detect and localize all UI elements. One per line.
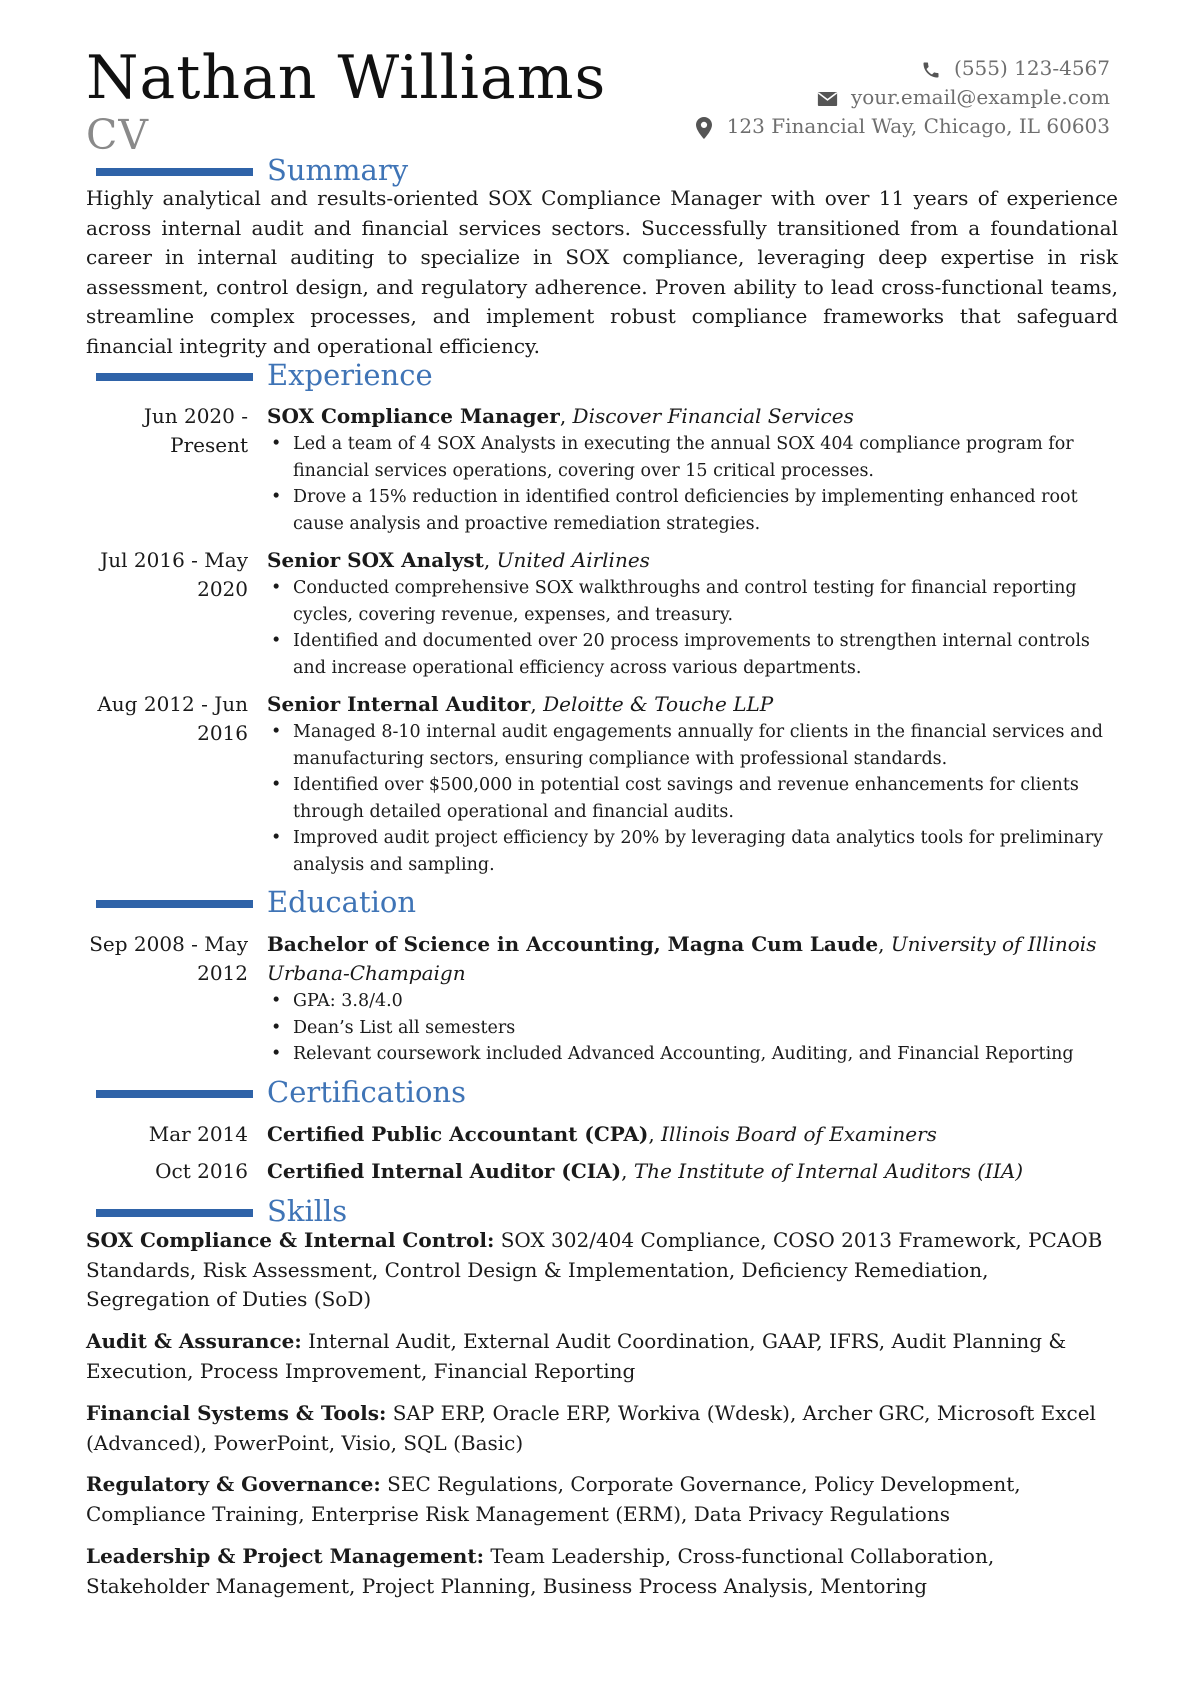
skill-group	[86, 1399, 1118, 1458]
map-marker-icon	[691, 112, 717, 141]
section-rule	[96, 168, 253, 176]
entry-dates: Jul 2016 - May 2020	[100, 548, 248, 601]
list-item: • Relevant coursework included Advanced Accounting, Auditing, and Financial Reporting	[267, 1041, 1121, 1068]
degree: Bachelor of Science in Accounting, Magna Cum Laude	[267, 932, 879, 956]
section-education-heading	[96, 884, 1116, 924]
skill-group	[86, 1542, 1118, 1601]
entry-body	[267, 546, 1121, 681]
skill-label: Leadership & Project Management:	[86, 1544, 484, 1568]
skill-label: SOX Compliance & Internal Control:	[86, 1228, 495, 1252]
school: University of Illinois Urbana-Champaign	[267, 932, 1097, 985]
skill-items: SOX 302/404 Compliance, COSO 2013 Framework, PCAOB Standards, Risk Assessment, Control Design & Implementation, Deficiency Remediation, Segregation of Duties (SoD)	[86, 1228, 1103, 1312]
bullet-list	[267, 575, 1121, 681]
entry-body	[267, 930, 1121, 1068]
entry-heading: Senior Internal Auditor, Deloitte & Touche LLP	[267, 692, 774, 716]
section-rule	[96, 373, 253, 381]
list-item: • Drove a 15% reduction in identified control deficiencies by implementing enhanced root cause analysis and proactive remediation strategies.	[267, 484, 1121, 537]
section-certifications-heading	[96, 1074, 1116, 1114]
entry-dates: Jun 2020 - Present	[143, 404, 248, 457]
cert-name: Certified Public Accountant (CPA)	[267, 1122, 649, 1146]
list-item: • Managed 8-10 internal audit engagements annually for clients in the financial services and manufacturing sectors, ensuring compliance with professional standards.	[267, 719, 1121, 772]
employer: Deloitte & Touche LLP	[543, 692, 774, 716]
skill-items: SAP ERP, Oracle ERP, Workiva (Wdesk), Archer GRC, Microsoft Excel (Advanced), PowerPoint, Visio, SQL (Basic)	[86, 1401, 1096, 1455]
skill-label: Regulatory & Governance:	[86, 1472, 381, 1496]
contact-block	[691, 54, 1110, 141]
job-title: Senior SOX Analyst	[267, 548, 484, 572]
email-link[interactable]: your.email@example.com	[850, 85, 1110, 109]
employer: United Airlines	[496, 548, 650, 572]
section-rule	[96, 1090, 253, 1098]
phone-text[interactable]: (555) 123-4567	[954, 56, 1110, 80]
skill-label: Audit & Assurance:	[86, 1329, 302, 1353]
summary-text: Highly analytical and results-oriented SOX Compliance Manager with over 11 years of experience across internal audit and financial services sectors. Successfully transitioned from a foundational career in internal auditing to specialize in SOX compliance, leveraging deep expertise in risk assessment, control design, and regulatory adherence. Proven ability to lead cross-functional teams, streamline complex processes, and implement robust compliance frameworks that safeguard financial integrity and operational efficiency.	[86, 186, 1118, 358]
section-title: Skills	[267, 1194, 348, 1228]
cert-date: Oct 2016	[155, 1159, 248, 1183]
section-experience-heading	[96, 357, 1116, 397]
section-title: Education	[267, 885, 417, 919]
cert-issuer: The Institute of Internal Auditors (IIA)	[633, 1159, 1024, 1183]
cert-heading: Certified Internal Auditor (CIA), The Institute of Internal Auditors (IIA)	[267, 1159, 1024, 1183]
list-item: • Identified over $500,000 in potential cost savings and revenue enhancements for clients through detailed operational and financial audits.	[267, 772, 1121, 825]
entry-heading: SOX Compliance Manager, Discover Financial Services	[267, 404, 854, 428]
section-title: Summary	[267, 153, 409, 187]
entry-heading: Senior SOX Analyst, United Airlines	[267, 548, 650, 572]
entry-dates: Aug 2012 - Jun 2016	[97, 692, 248, 745]
skill-group	[86, 1226, 1118, 1315]
bullet-list	[267, 988, 1121, 1068]
skill-label: Financial Systems & Tools:	[86, 1401, 387, 1425]
cert-issuer: Illinois Board of Examiners	[661, 1122, 937, 1146]
certification-entry	[86, 1120, 1121, 1150]
document-subtitle: CV	[86, 111, 149, 159]
list-item: • Improved audit project efficiency by 20% by leveraging data analytics tools for preliminary analysis and sampling.	[267, 825, 1121, 878]
entry-heading: Bachelor of Science in Accounting, Magna Cum Laude, University of Illinois Urbana-Champaign	[267, 932, 1097, 985]
bullet-list	[267, 719, 1121, 878]
cert-date: Mar 2014	[148, 1122, 248, 1146]
contact-email	[691, 83, 1110, 112]
contact-address	[691, 112, 1110, 141]
entry-body	[267, 690, 1121, 878]
phone-icon	[918, 54, 944, 83]
list-item: • Conducted comprehensive SOX walkthroughs and control testing for financial reporting cycles, covering revenue, expenses, and treasury.	[267, 575, 1121, 628]
skill-items: SEC Regulations, Corporate Governance, Policy Development, Compliance Training, Enterprise Risk Management (ERM), Data Privacy Regulations	[86, 1472, 1021, 1526]
job-title: Senior Internal Auditor	[267, 692, 531, 716]
skill-group	[86, 1327, 1118, 1386]
job-title: SOX Compliance Manager	[267, 404, 560, 428]
entry-dates: Sep 2008 - May 2012	[89, 932, 248, 985]
contact-phone	[691, 54, 1110, 83]
cert-name: Certified Internal Auditor (CIA)	[267, 1159, 622, 1183]
employer: Discover Financial Services	[572, 404, 854, 428]
bullet-list	[267, 431, 1121, 537]
list-item: • Identified and documented over 20 process improvements to strengthen internal controls and increase operational efficiency across various departments.	[267, 628, 1121, 681]
section-title: Certifications	[267, 1075, 466, 1109]
skill-items: Internal Audit, External Audit Coordination, GAAP, IFRS, Audit Planning & Execution, Process Improvement, Financial Reporting	[86, 1329, 1067, 1383]
address-text: 123 Financial Way, Chicago, IL 60603	[726, 114, 1110, 138]
skill-group	[86, 1470, 1118, 1529]
cert-heading: Certified Public Accountant (CPA), Illinois Board of Examiners	[267, 1122, 937, 1146]
list-item: • Led a team of 4 SOX Analysts in executing the annual SOX 404 compliance program for financial services operations, covering over 15 critical processes.	[267, 431, 1121, 484]
section-rule	[96, 900, 253, 908]
person-name: Nathan Williams	[86, 43, 607, 113]
envelope-icon	[815, 83, 841, 112]
entry-body	[267, 402, 1121, 537]
skill-items: Team Leadership, Cross-functional Collaboration, Stakeholder Management, Project Planning, Business Process Analysis, Mentoring	[86, 1544, 995, 1598]
section-title: Experience	[267, 358, 433, 392]
certification-entry	[86, 1157, 1121, 1187]
list-item: • GPA: 3.8/4.0	[267, 988, 1121, 1015]
list-item: • Dean’s List all semesters	[267, 1015, 1121, 1042]
section-rule	[96, 1209, 253, 1217]
